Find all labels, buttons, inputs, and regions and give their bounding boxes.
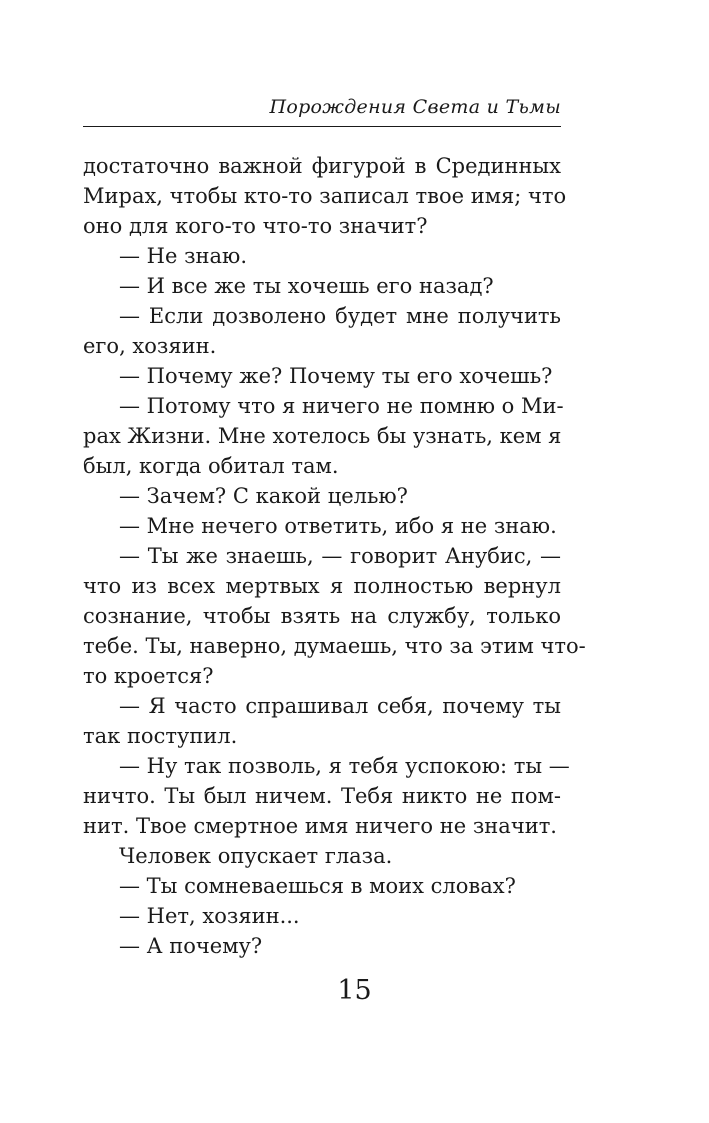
text-line: — Не знаю.	[119, 244, 248, 268]
text-line: что из всех мертвых я полностью вернул	[83, 574, 561, 598]
text-line: то кроется?	[83, 664, 214, 688]
text-line: — А почему?	[119, 934, 263, 958]
text-line: нит. Твое смертное имя ничего не значит.	[83, 814, 557, 838]
text-line: — Зачем? С какой целью?	[119, 484, 408, 508]
text-line: — Ну так позволь, я тебя успокою: ты —	[119, 754, 570, 778]
text-line: тебе. Ты, наверно, думаешь, что за этим что-	[83, 634, 586, 658]
text-line: — Почему же? Почему ты его хочешь?	[119, 364, 553, 388]
text-line: ничто. Ты был ничем. Тебя никто не пом-	[83, 784, 561, 808]
page-number: 15	[337, 975, 372, 1006]
text-line: — Ты сомневаешься в моих словах?	[119, 874, 516, 898]
body-text	[83, 151, 586, 961]
text-line: — Нет, хозяин...	[119, 904, 300, 928]
text-line: достаточно важной фигурой в Срединных	[83, 154, 561, 178]
text-line: Мирах, чтобы кто-то записал твое имя; что	[83, 184, 567, 208]
text-line: сознание, чтобы взять на службу, только	[83, 604, 561, 628]
text-line: — И все же ты хочешь его назад?	[119, 274, 494, 298]
text-line: рах Жизни. Мне хотелось бы узнать, кем я	[83, 424, 562, 448]
text-line: — Ты же знаешь, — говорит Анубис, —	[119, 544, 561, 568]
text-line: так поступил.	[83, 724, 238, 748]
running-head: Порождения Света и Тьмы	[269, 96, 561, 118]
header-rule	[83, 126, 561, 127]
text-line: — Если дозволено будет мне получить	[119, 304, 561, 328]
text-line: — Я часто спрашивал себя, почему ты	[119, 694, 561, 718]
text-line: оно для кого-то что-то значит?	[83, 214, 428, 238]
text-line: был, когда обитал там.	[83, 454, 339, 478]
text-line: Человек опускает глаза.	[119, 844, 393, 868]
text-line: — Мне нечего ответить, ибо я не знаю.	[119, 514, 557, 538]
text-line: — Потому что я ничего не помню о Ми-	[119, 394, 564, 418]
text-line: его, хозяин.	[83, 334, 217, 358]
